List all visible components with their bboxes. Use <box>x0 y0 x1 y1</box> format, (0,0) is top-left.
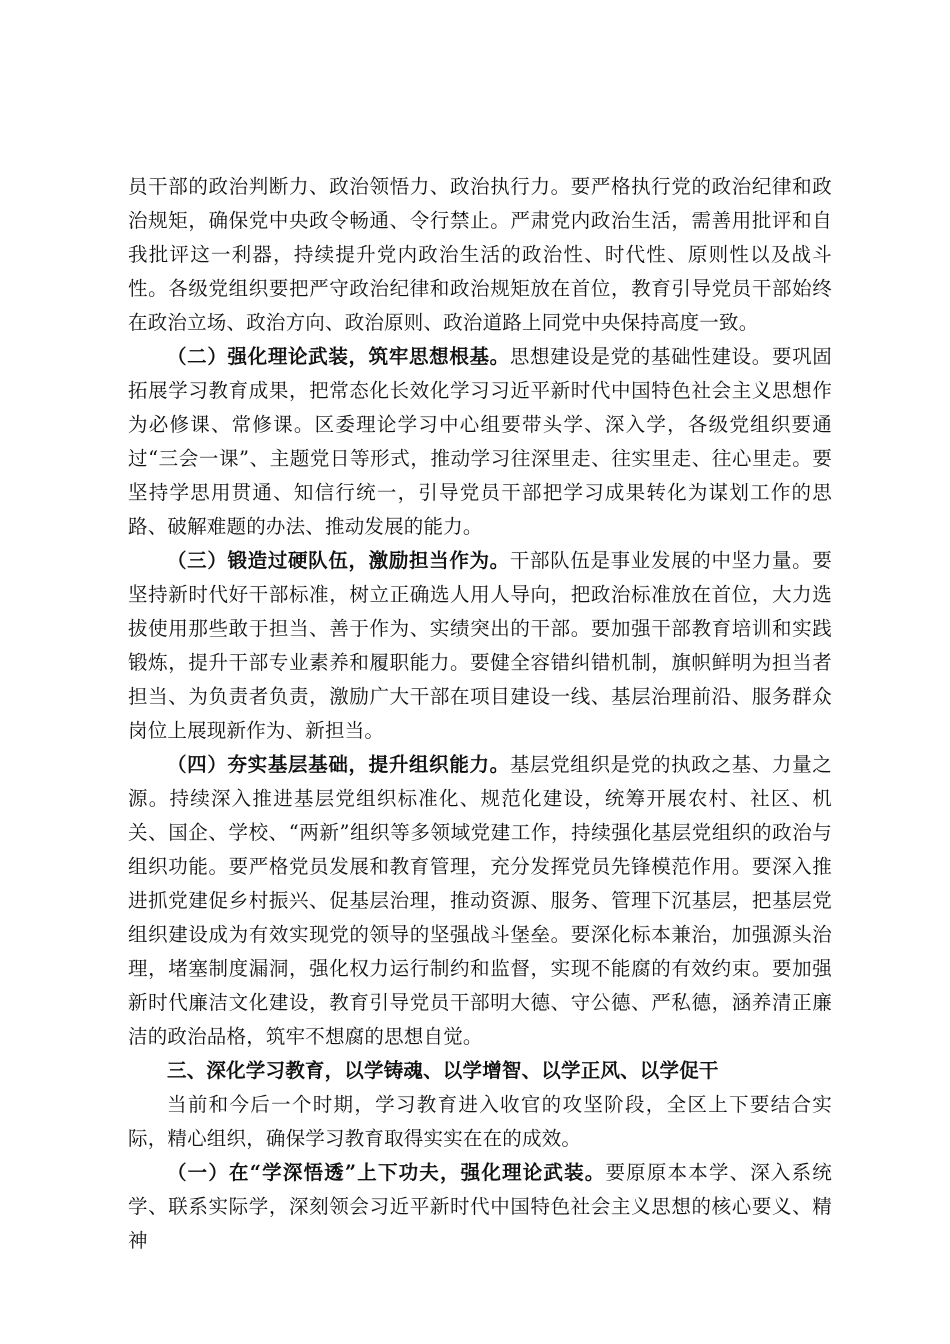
paragraph-grassroots <box>128 748 832 1054</box>
paragraph-continuation <box>128 170 832 340</box>
paragraph-lead-heading: （一）在“学深悟透”上下功夫，强化理论武装。 <box>167 1161 606 1184</box>
paragraph-theory-arming <box>128 340 832 544</box>
paragraph-text: 要原原本本学、深入系统学、联系实际学，深刻领会习近平新时代中国特色社会主义思想的核心要义、精神 <box>128 1161 832 1252</box>
paragraph-text: 基层党组织是党的执政之基、力量之源。持续深入推进基层党组织标准化、规范化建设，统筹开展农村、社区、机关、国企、学校、“两新”组织等多领域党建工作，持续强化基层党组织的政治与组织功能。要严格党员发展和教育管理，充分发挥党员先锋模范作用。要深入推进抓党建促乡村振兴、促基层治理，推动资源、服务、管理下沉基层，把基层党组织建设成为有效实现党的领导的坚强战斗堡垒。要深化标本兼治，加强源头治理，堵塞制度漏洞，强化权力运行制约和监督，实现不能腐的有效约束。要加强新时代廉洁文化建设，教育引导党员干部明大德、守公德、严私德，涵养清正廉洁的政治品格，筑牢不想腐的思想自觉。 <box>128 753 832 1048</box>
paragraph-text: 干部队伍是事业发展的中坚力量。要坚持新时代好干部标准，树立正确选人用人导向，把政治标准放在首位，大力选拔使用那些敢于担当、善于作为、实绩突出的干部。要加强干部教育培训和实践锻炼，提升干部专业素养和履职能力。要健全容错纠错机制，旗帜鲜明为担当者担当、为负责者负责，激励广大干部在项目建设一线、基层治理前沿、服务群众岗位上展现新作为、新担当。 <box>128 549 832 742</box>
document-body <box>128 170 832 1258</box>
paragraph-team-building <box>128 544 832 748</box>
paragraph-lead-heading: （三）锻造过硬队伍，激励担当作为。 <box>167 549 510 572</box>
section-heading: 三、深化学习教育，以学铸魂、以学增智、以学正风、以学促干 <box>167 1059 719 1082</box>
paragraph-deep-study <box>128 1156 832 1258</box>
paragraph-lead-heading: （二）强化理论武装，筑牢思想根基。 <box>167 345 510 368</box>
paragraph-current-stage <box>128 1088 832 1156</box>
paragraph-lead-heading: （四）夯实基层基础，提升组织能力。 <box>167 753 510 776</box>
paragraph-text: 当前和今后一个时期，学习教育进入收官的攻坚阶段，全区上下要结合实际，精心组织，确保学习教育取得实实在在的成效。 <box>128 1093 832 1150</box>
paragraph-text: 员干部的政治判断力、政治领悟力、政治执行力。要严格执行党的政治纪律和政治规矩，确保党中央政令畅通、令行禁止。严肃党内政治生活，需善用批评和自我批评这一利器，持续提升党内政治生活的政治性、时代性、原则性以及战斗性。各级党组织要把严守政治纪律和政治规矩放在首位，教育引导党员干部始终在政治立场、政治方向、政治原则、政治道路上同党中央保持高度一致。 <box>128 175 832 334</box>
paragraph-text: 思想建设是党的基础性建设。要巩固拓展学习教育成果，把常态化长效化学习习近平新时代中国特色社会主义思想作为必修课、常修课。区委理论学习中心组要带头学、深入学，各级党组织要通过“三会一课”、主题党日等形式，推动学习往深里走、往实里走、往心里走。要坚持学思用贯通、知信行统一，引导党员干部把学习成果转化为谋划工作的思路、破解难题的办法、推动发展的能力。 <box>128 345 832 538</box>
